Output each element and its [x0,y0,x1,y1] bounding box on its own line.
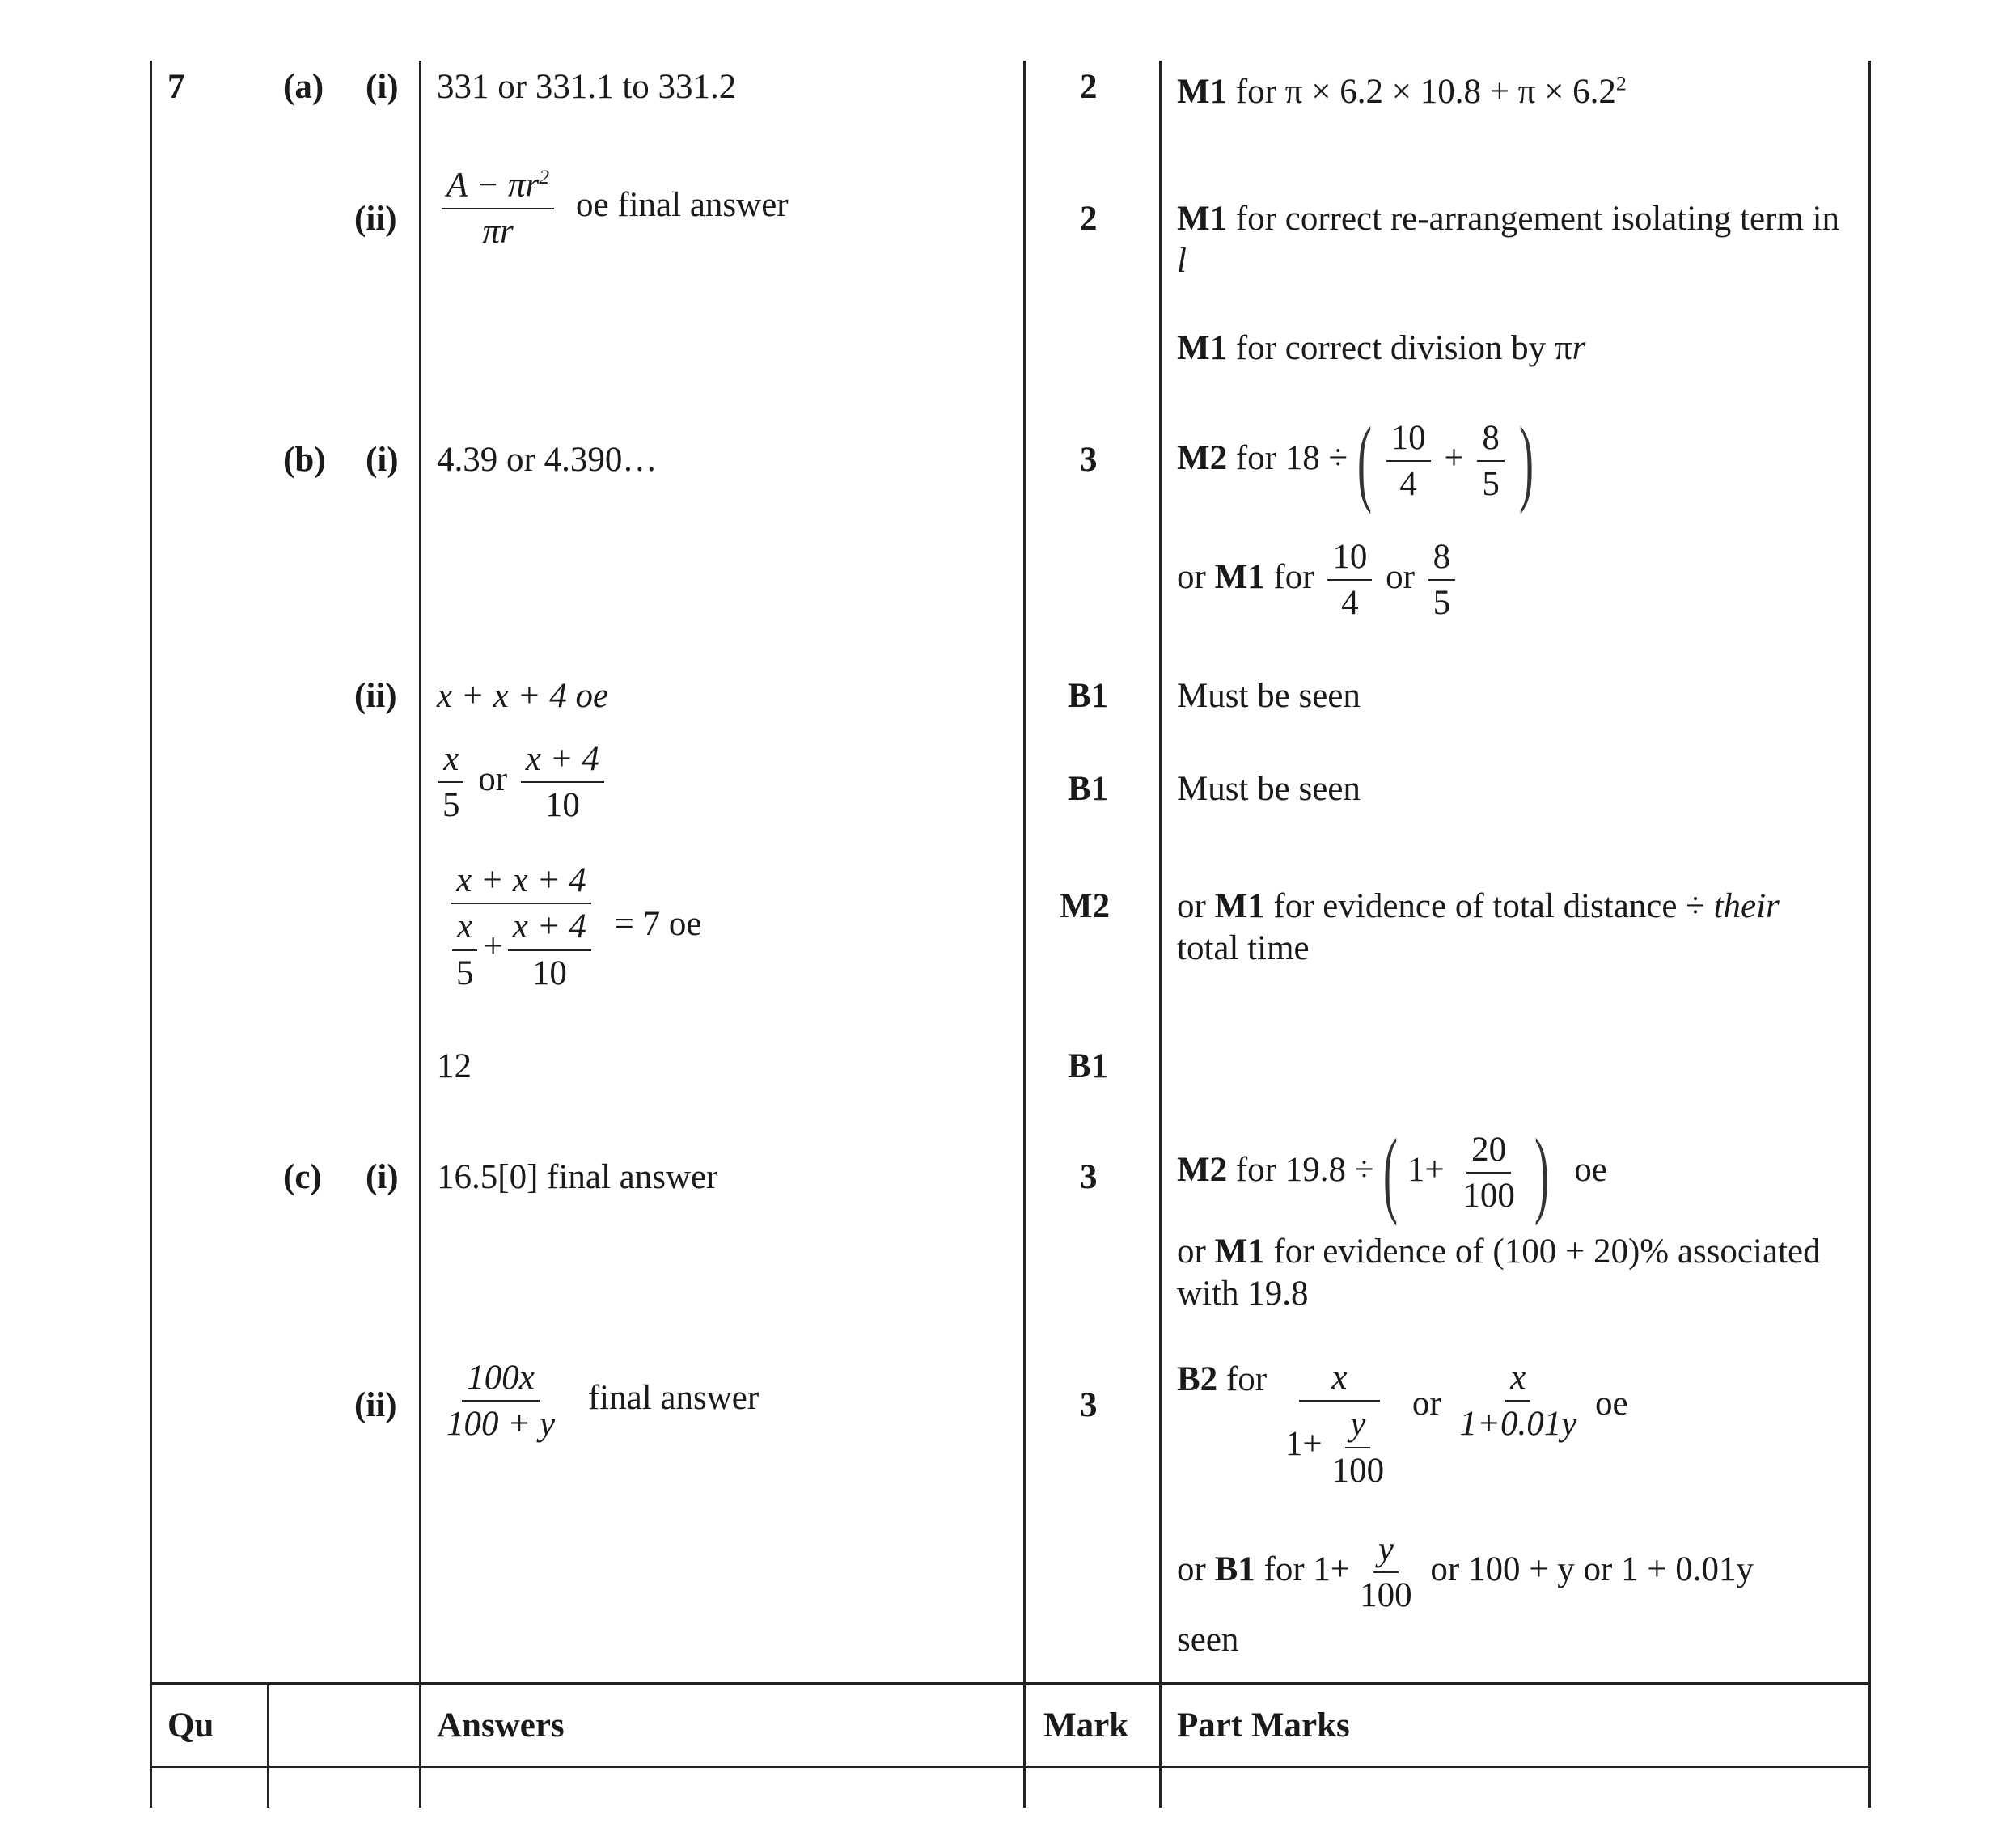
part-b-label: (b) [283,441,326,479]
subpart-b-i-label: (i) [366,441,399,479]
header-part-marks: Part Marks [1177,1706,1350,1744]
oe-text: oe [1595,1385,1628,1423]
denominator: 4 [1399,465,1417,503]
numerator: 8 [1477,419,1504,462]
answer-b-i: 4.39 or 4.390… [437,441,658,479]
partmark-c-ii-2 [1177,1530,1754,1615]
answer-tail: final answer [587,1379,760,1418]
answer-b-ii-4: 12 [437,1047,472,1085]
or-text: or [1177,558,1206,597]
fraction [1327,538,1372,623]
method-label: M1 [1214,887,1265,925]
partmark-text: for [1235,73,1276,111]
partmark-b-ii-1: Must be seen [1177,677,1361,715]
question-number: 7 [167,68,185,106]
numerator-exponent: 2 [539,165,550,188]
partmark-text: for [1273,558,1314,597]
fraction [1428,538,1456,623]
numerator: 20 [1466,1131,1511,1174]
partmark-text: for correct division by π [1235,329,1572,367]
compound-fraction [1280,1359,1399,1490]
part-c-label: (c) [283,1158,322,1196]
column-divider-mark [1023,61,1026,1808]
denominator: 5 [456,954,474,992]
right-paren: ) [1518,407,1534,514]
partmark-tail: or 100 + y or 1 + 0.01y [1430,1550,1754,1589]
answer-b-ii-2 [433,740,609,825]
denominator: 100 [1331,1451,1385,1490]
partmark-c-i-2 [1177,1231,1848,1314]
variable-l: l [1177,241,1187,280]
numerator: x + 4 [521,740,604,783]
partmark-b-i-2 [1177,538,1460,623]
fraction [508,907,591,992]
or-text: or [1411,1385,1441,1423]
numerator: x [1505,1359,1530,1402]
numerator: 10 [1386,419,1431,462]
method-label: M1 [1177,329,1228,367]
method-label: M1 [1214,558,1265,597]
mark-b-i: 3 [1080,441,1098,479]
answer-c-i: 16.5[0] final answer [437,1158,718,1196]
partmark-text: for [1225,1360,1268,1398]
partmark-text: for 18 ÷ [1235,438,1348,477]
numerator: x [438,740,463,783]
partmark-c-ii-1 [1177,1359,1628,1490]
denominator [442,904,601,992]
partmark-text: for evidence of total distance ÷ [1273,887,1705,925]
answer-c-ii [437,1359,759,1444]
plus-sign: + [483,928,503,966]
partmark-c-ii-seen: seen [1177,1621,1239,1659]
mark-c-ii: 3 [1080,1386,1098,1424]
mark-b-ii-1: B1 [1068,677,1109,715]
partmark-text: for correct re-arrangement isolating term in [1235,200,1840,238]
partmark-text-end: total time [1177,928,1310,967]
column-divider-qu [267,1682,269,1808]
method-label: B2 [1177,1360,1218,1398]
left-paren: ( [1383,1119,1399,1226]
their-text: their [1713,887,1780,925]
fraction [438,740,465,825]
method-label: M1 [1214,1233,1265,1271]
numerator: 8 [1428,538,1456,581]
subpart-a-i-label: (i) [366,68,399,106]
plus-sign: + [1444,438,1464,477]
denominator: 5 [1433,584,1451,623]
partmark-b-i-1 [1177,407,1534,514]
subpart-c-i-label: (i) [366,1158,399,1196]
one-plus: 1+ [1284,1425,1323,1464]
fraction [1327,1405,1390,1490]
numerator-text: A − πr [446,166,540,205]
denominator: 100 [1360,1576,1412,1615]
partmark-a-ii-1 [1177,198,1848,281]
or-text: or [1177,1550,1206,1589]
left-paren: ( [1356,407,1372,514]
denominator: 1+0.01y [1459,1405,1577,1444]
fraction [1458,1131,1520,1216]
partmark-text: for 19.8 ÷ [1235,1150,1374,1189]
or-text: or [478,760,508,799]
numerator: x + x + 4 [451,861,591,904]
oe-text: oe [1574,1150,1607,1189]
partmark-a-i [1177,71,1627,113]
table-border-right [1868,61,1871,1808]
mark-c-i: 3 [1080,1158,1098,1196]
header-bottom-rule [150,1766,1871,1768]
numerator: y [1345,1405,1370,1448]
denominator: 4 [1341,584,1359,623]
denominator: 10 [531,954,567,992]
denominator: 100 + y [446,1405,556,1444]
fraction-numerator [442,166,554,209]
partmark-expression: π × 6.2 × 10.8 + π × 6.2 [1284,73,1616,111]
subpart-c-ii-label: (ii) [354,1386,397,1424]
partmark-exponent: 2 [1615,71,1627,95]
or-text: or [1386,558,1415,597]
mark-b-ii-2: B1 [1068,770,1109,808]
answer-fraction [442,1359,560,1444]
mark-b-ii-3: M2 [1060,887,1111,925]
fraction [1355,1530,1417,1615]
table-border-left [150,61,152,1808]
header-mark: Mark [1043,1706,1129,1744]
denominator: 5 [442,786,460,825]
numerator: x [452,907,477,950]
fraction [1477,419,1504,504]
method-label: M2 [1177,438,1228,477]
answer-a-ii [437,166,789,251]
numerator: 10 [1327,538,1372,581]
or-text: or [1177,887,1206,925]
numerator: y [1373,1530,1399,1573]
fraction [1454,1359,1581,1444]
fraction-denominator: πr [482,212,514,251]
fraction [451,907,479,992]
answer-a-i: 331 or 331.1 to 331.2 [437,68,737,106]
numerator: x [1299,1359,1379,1402]
one-plus: 1+ [1407,1150,1445,1189]
denominator: 100 [1462,1177,1515,1215]
right-paren: ) [1534,1119,1549,1226]
header-answers: Answers [437,1706,565,1744]
mark-b-ii-4: B1 [1068,1047,1109,1085]
equation-tail: = 7 oe [614,904,702,943]
method-label: M2 [1177,1150,1228,1189]
partmark-text: for evidence of (100 + 20)% associated with 19.8 [1177,1233,1821,1313]
mark-a-ii: 2 [1080,200,1098,238]
partmark-b-ii-2: Must be seen [1177,770,1361,808]
answer-fraction [442,166,554,251]
answer-b-ii-1: x + x + 4 oe [437,677,609,715]
numerator: 100x [462,1359,540,1402]
answer-tail: oe final answer [575,186,789,225]
subpart-b-ii-label: (ii) [354,677,397,715]
subpart-a-ii-label: (ii) [354,200,397,238]
column-divider-answers [419,61,421,1808]
fraction [1386,419,1431,504]
partmark-a-ii-2 [1177,328,1585,370]
header-qu: Qu [167,1706,214,1744]
or-text: or [1177,1233,1206,1271]
denominator: 5 [1482,465,1500,503]
method-label: M1 [1177,200,1228,238]
part-a-label: (a) [283,68,324,106]
denominator [1280,1402,1399,1490]
partmark-text: for 1+ [1263,1550,1351,1589]
mark-a-i: 2 [1080,68,1098,106]
numerator: x + 4 [508,907,591,950]
answer-b-ii-3 [437,861,701,992]
variable-r: r [1572,329,1586,367]
fraction [521,740,604,825]
partmark-c-i-1 [1177,1119,1607,1226]
method-label: B1 [1214,1550,1255,1589]
column-divider-partmarks [1159,61,1162,1808]
denominator: 10 [544,786,580,825]
compound-fraction [442,861,601,992]
header-top-rule [150,1682,1871,1685]
partmark-b-ii-3 [1177,886,1848,969]
method-label: M1 [1177,73,1228,111]
